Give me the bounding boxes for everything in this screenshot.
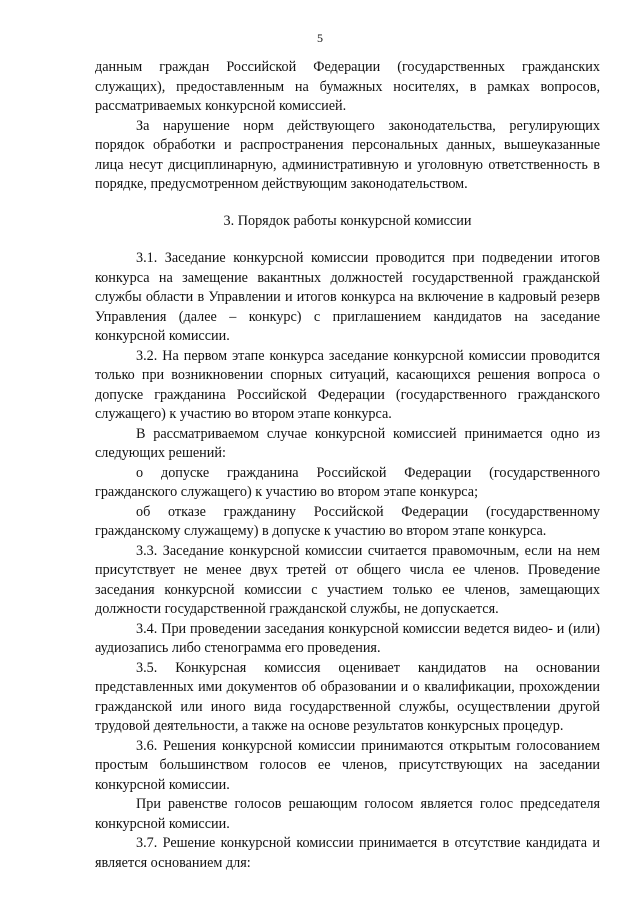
paragraph-tie-vote: При равенстве голосов решающим голосом является голос председателя конкурсной комиссии.: [95, 796, 600, 832]
paragraph-3-4: 3.4. При проведении заседания конкурсной комиссии ведется видео- и (или) аудиозапись либо стенограмма его проведения.: [95, 620, 600, 656]
paragraph-3-6: 3.6. Решения конкурсной комиссии принимаются открытым голосованием простым большинством голосов ее членов, присутствующих на заседании конкурсной комиссии.: [95, 737, 600, 793]
paragraph-3-3: 3.3. Заседание конкурсной комиссии считается правомочным, если на нем присутствует не менее двух третей от общего числа ее членов. Проведение заседания конкурсной комиссии с участием только ее членов, замещающих должности государственной гражданской службы, не допускается.: [95, 542, 600, 617]
paragraph-continuation: данным граждан Российской Федерации (государственных гражданских служащих), предоставленным на бумажных носителях, в рамках вопросов, рассматриваемых конкурсной комиссией.: [95, 59, 600, 114]
document-body: [95, 58, 600, 873]
page-number: 5: [317, 31, 323, 45]
section-heading: 3. Порядок работы конкурсной комиссии: [223, 212, 472, 229]
paragraph-liability: За нарушение норм действующего законодательства, регулирующих порядок обработки и распространения персональных данных, вышеуказанные лица несут дисциплинарную, административную и уголовную ответственность в порядке, предусмотренном действующим законодательством.: [95, 117, 600, 192]
paragraph-decisions-intro: В рассматриваемом случае конкурсной комиссией принимается одно из следующих решений:: [95, 425, 600, 461]
paragraph-3-2: 3.2. На первом этапе конкурса заседание конкурсной комиссии проводится только при возникновении спорных ситуаций, касающихся решения вопроса о допуске гражданина Российской Федерации (государственного гражданского служащего) к участию во втором этапе конкурса.: [95, 347, 600, 422]
paragraph-3-7: 3.7. Решение конкурсной комиссии принимается в отсутствие кандидата и является основанием для:: [95, 835, 600, 871]
paragraph-decision-admit: о допуске гражданина Российской Федерации (государственного гражданского служащего) к участию во втором этапе конкурса;: [95, 464, 600, 500]
paragraph-3-1: 3.1. Заседание конкурсной комиссии проводится при подведении итогов конкурса на замещение вакантных должностей государственной гражданской службы области в Управлении и итогов конкурса на включение в кадровый резерв Управления (далее – конкурс) с приглашением кандидатов на заседание конкурсной комиссии.: [95, 250, 600, 344]
paragraph-decision-refuse: об отказе гражданину Российской Федерации (государственному гражданскому служащему) в допуске к участию во втором этапе конкурса.: [95, 503, 600, 539]
paragraph-3-5: 3.5. Конкурсная комиссия оценивает кандидатов на основании представленных ими документов об образовании и о квалификации, прохождении гражданской или иного вида государственной службы, осуществлении другой трудовой деятельности, а также на основе результатов конкурсных процедур.: [95, 659, 600, 734]
